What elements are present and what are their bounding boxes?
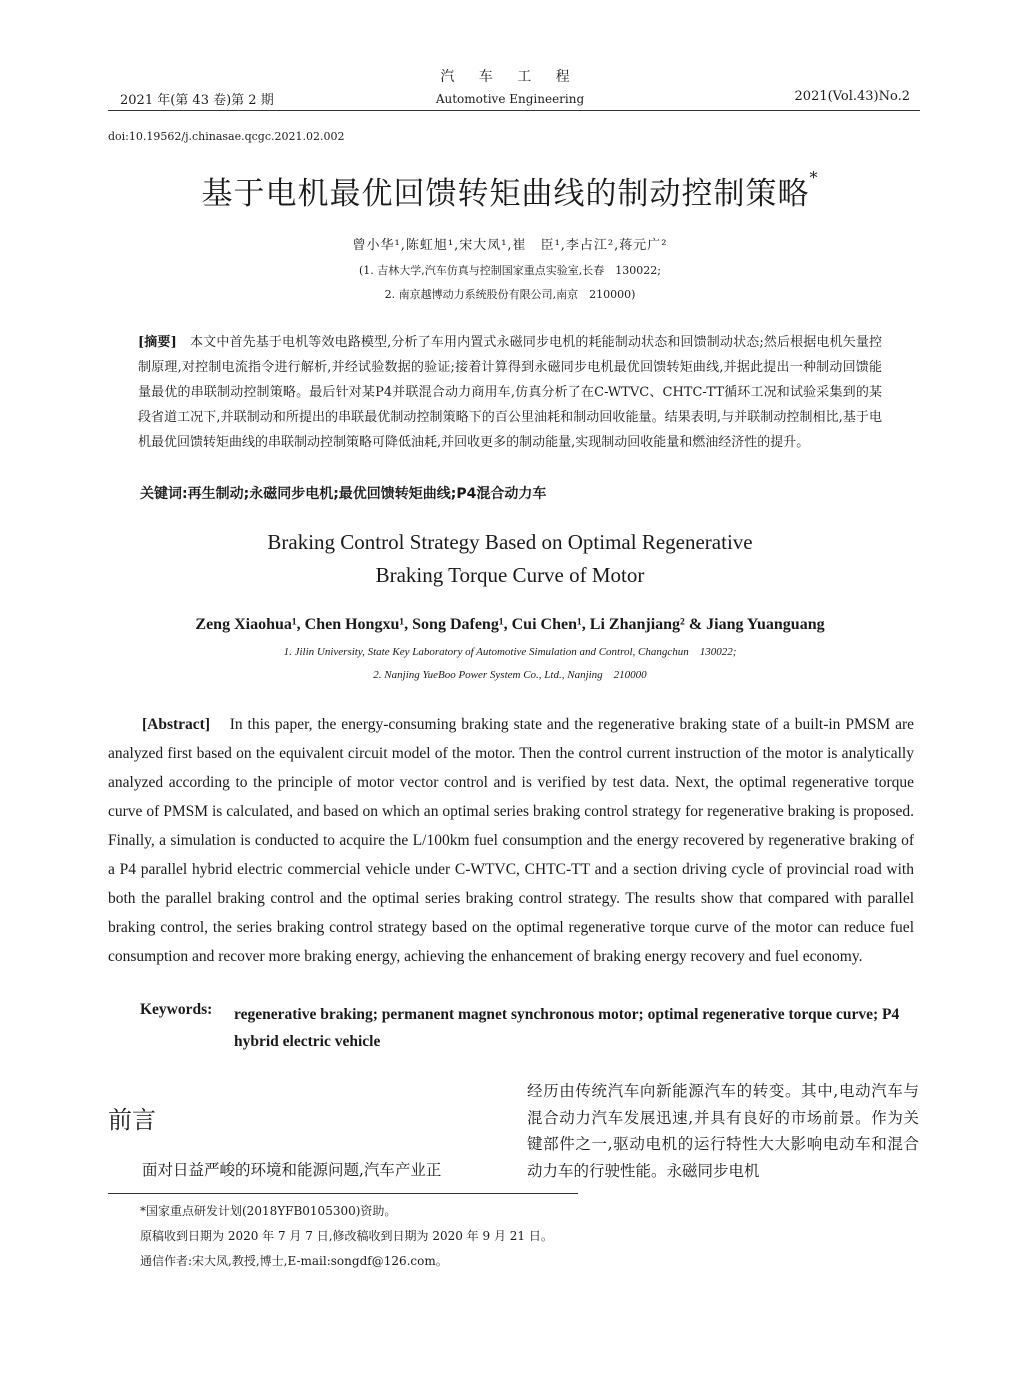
affiliation-en-2: 2. Nanjing YueBoo Power System Co., Ltd., Nanjing 210000 — [373, 669, 647, 681]
affiliation-cn-1: (1. 吉林大学,汽车仿真与控制国家重点实验室,长春 130022; — [359, 264, 661, 277]
keywords-cn-label: 关键词: — [140, 486, 188, 502]
header-rule — [108, 110, 920, 111]
section-heading-introduction: 前言 — [108, 1106, 156, 1134]
keywords-cn — [140, 483, 884, 503]
authors-cn: 曾小华¹,陈虹旭¹,宋大凤¹,崔 臣¹,李占江²,蒋元广² — [352, 238, 668, 253]
abstract-en-text: In this paper, the energy-consuming braking state and the regenerative braking state of a built-in PMSM are analyzed first based on the equivalent circuit model of the motor. Then the control current instruction of the motor is analytically analyzed according to the principle of motor vector control and is verified by test data. Next, the optimal regenerative torque curve of PMSM is calculated, and based on which an optimal series braking control strategy for regenerative braking is proposed. Finally, a simulation is conducted to acquire the L/100km fuel consumption and the energy recovered by regenerative braking of a P4 parallel hybrid electric commercial vehicle under C-WTVC, CHTC-TT and a section driving cycle of provincial road with both the parallel braking control and the optimal series braking control strategy. The results show that compared with parallel braking control, the series braking control strategy based on the optimal regenerative torque curve of the motor can reduce fuel consumption and recover more braking energy, achieving the enhancement of braking energy recovery and fuel economy. — [108, 716, 914, 965]
journal-name-cn: 汽 车 工 程 — [440, 69, 580, 85]
doi[interactable]: doi:10.19562/j.chinasae.qcgc.2021.02.002 — [108, 130, 345, 143]
footnote-corresponding-author: 通信作者:宋大凤,教授,博士,E-mail:songdf@126.com。 — [140, 1254, 448, 1268]
title-footnote-mark: * — [809, 168, 819, 187]
paper-title-en-line-2: Braking Torque Curve of Motor — [375, 563, 645, 587]
keywords-cn-text: 再生制动;永磁同步电机;最优回馈转矩曲线;P4混合动力车 — [187, 486, 547, 502]
issue-info-en: 2021(Vol.43)No.2 — [794, 89, 910, 104]
issue-info-cn: 2021 年(第 43 卷)第 2 期 — [120, 93, 274, 108]
abstract-cn — [138, 330, 882, 455]
paper-title-en-line-1: Braking Control Strategy Based on Optimal Regenerative — [267, 530, 753, 554]
affiliation-en-1: 1. Jilin University, State Key Laboratory of Automotive Simulation and Control, Changchun 130022; — [283, 646, 737, 658]
footnote-rule — [108, 1193, 578, 1194]
title-cn-text: 基于电机最优回馈转矩曲线的制动控制策略 — [201, 176, 810, 212]
intro-paragraph-right: 经历由传统汽车向新能源汽车的转变。其中,电动汽车与混合动力汽车发展迅速,并具有良好的市场前景。作为关键部件之一,驱动电机的运行特性大大影响电动车和混合动力车的行驶性能。永磁同步电机 — [527, 1082, 919, 1180]
paper-title-cn — [0, 168, 1020, 213]
keywords-en-label: Keywords: — [140, 1001, 213, 1018]
affiliation-cn-2: 2. 南京越博动力系统股份有限公司,南京 210000) — [384, 288, 636, 301]
keywords-en-text: regenerative braking; permanent magnet synchronous motor; optimal regenerative torque curve; P4 hybrid electric vehicle — [234, 1006, 900, 1050]
journal-name-en: Automotive Engineering — [435, 92, 585, 106]
abstract-cn-text: 本文中首先基于电机等效电路模型,分析了车用内置式永磁同步电机的耗能制动状态和回馈制动状态;然后根据电机矢量控制原理,对控制电流指令进行解析,并经试验数据的验证;接着计算得到永磁同步电机最优回馈转矩曲线,并据此提出一种制动回馈能量最优的串联制动控制策略。最后针对某P4并联混合动力商用车,仿真分析了在C-WTVC、CHTC-TT循环工况和试验采集到的某段省道工况下,并联制动和所提出的串联最优制动控制策略下的百公里油耗和制动回收能量。结果表明,与并联制动控制相比,基于电机最优回馈转矩曲线的串联制动控制策略可降低油耗,并回收更多的制动能量,实现制动回收能量和燃油经济性的提升。 — [138, 335, 882, 450]
authors-en: Zeng Xiaohua¹, Chen Hongxu¹, Song Dafeng¹, Cui Chen¹, Li Zhanjiang² & Jiang Yuanguang — [195, 616, 825, 633]
abstract-en — [108, 710, 914, 971]
abstract-cn-label: [摘要] — [138, 335, 177, 350]
abstract-en-label: [Abstract] — [142, 716, 211, 733]
footnote-funding: *国家重点研发计划(2018YFB0105300)资助。 — [140, 1204, 397, 1218]
footnote-dates: 原稿收到日期为 2020 年 7 月 7 日,修改稿收到日期为 2020 年 9 月 21 日。 — [140, 1229, 553, 1243]
intro-paragraph-left: 面对日益严峻的环境和能源问题,汽车产业正 — [142, 1161, 442, 1179]
